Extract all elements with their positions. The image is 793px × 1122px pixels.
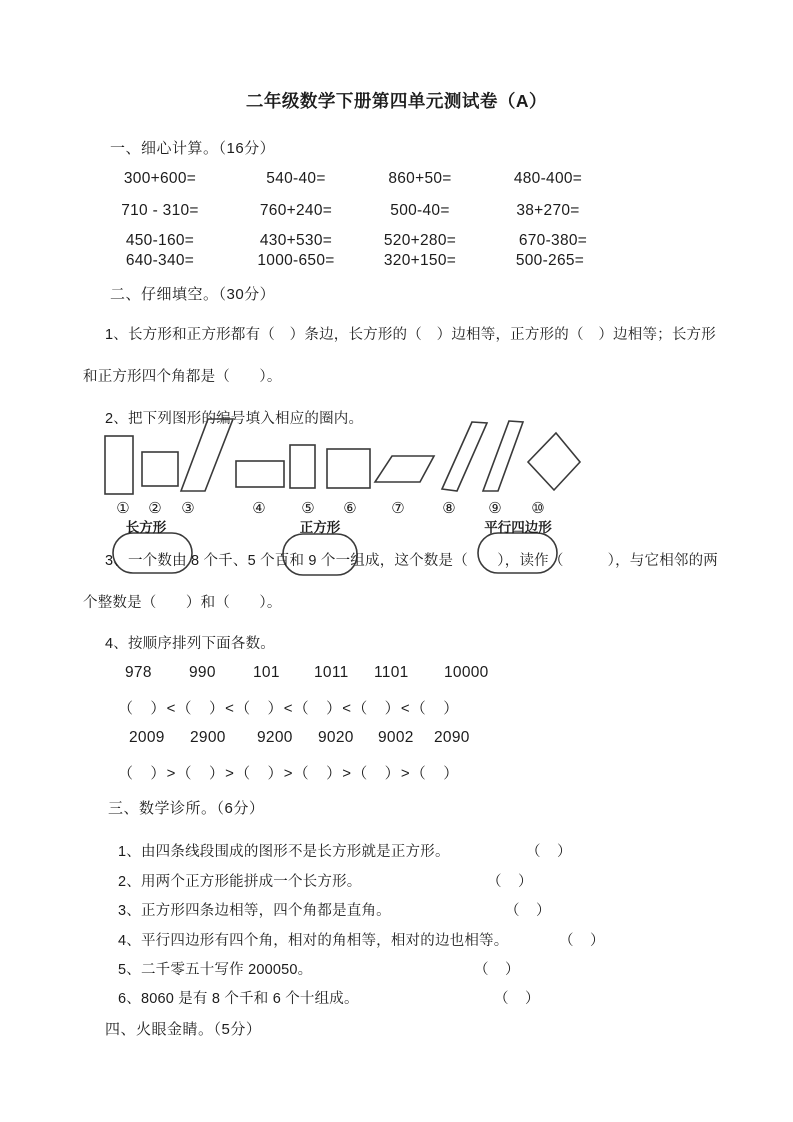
shape-label-6: ⑥ [343,500,357,517]
shape-6-square [327,449,370,488]
order1-number: 101 [253,664,280,681]
calc-cell: 860+50= [388,170,452,187]
section-eyes-header: 四、火眼金睛。（5分） [105,1021,262,1038]
order1-number: 990 [189,664,216,681]
calc-cell: 430+530= [259,232,333,249]
section-clinic-header: 三、数学诊所。（6分） [108,800,265,817]
fill-q2: 2、把下列图形的编号填入相应的圈内。 [105,411,364,427]
calc-cell: 300+600= [123,170,197,187]
shape-4-wide-rectangle [236,461,284,487]
section-fill-header: 二、仔细填空。（30分） [110,286,276,303]
calc-cell: 520+280= [383,232,457,249]
shape-label-1: ① [116,500,130,517]
calc-cell: 670-380= [518,232,588,249]
shape-label-4: ④ [252,500,266,517]
section-calc-header: 一、细心计算。（16分） [110,140,276,157]
clinic-item-answer: （ ） [559,933,606,949]
clinic-item-text: 3、正方形四条边相等，四个角都是直角。 [118,903,391,919]
order1-number: 10000 [444,664,489,681]
clinic-item-text: 1、由四条线段围成的图形不是长方形就是正方形。 [118,844,450,860]
calc-cell: 710 - 310= [121,202,199,219]
paper-title: 二年级数学下册第四单元测试卷（A） [245,91,548,111]
shape-5-tall-rectangle [290,445,315,488]
calc-cell: 38+270= [516,202,580,219]
order1-number: 1011 [314,664,349,681]
order2-number: 9200 [257,729,293,746]
calc-cell: 640-340= [125,252,195,269]
fill-q3-line1: 3、一个数由 8 个千、5 个百和 9 个一组成，这个数是（ ），读作（ ），与它相邻的两 [105,553,718,569]
order2-number: 2900 [190,729,226,746]
shape-label-7: ⑦ [391,500,405,517]
calc-cell: 320+150= [383,252,457,269]
bucket-label-rectangle: 长方形 [125,520,167,535]
clinic-item-answer: （ ） [505,903,552,919]
clinic-item-answer: （ ） [494,991,541,1007]
calc-cell: 1000-650= [257,252,335,269]
bucket-label-square: 正方形 [299,520,341,535]
clinic-item-answer: （ ） [474,962,521,978]
calc-cell: 500-40= [390,202,450,219]
shape-label-8: ⑧ [442,500,456,517]
order1-compare-row: （ ）<（ ）<（ ）<（ ）<（ ）<（ ） [118,700,460,717]
shape-label-10: ⑩ [531,500,545,517]
order2-number: 2009 [129,729,165,746]
shape-label-2: ② [148,500,162,517]
shape-label-3: ③ [181,500,195,517]
shape-10-diamond [528,433,580,490]
shape-3-parallelogram [181,419,233,491]
shape-9-slanted-parallelogram [483,421,523,491]
clinic-item-text: 6、8060 是有 8 个千和 6 个十组成。 [118,991,359,1007]
calc-cell: 540-40= [266,170,326,187]
order1-number: 1101 [374,664,409,681]
order2-compare-row: （ ）>（ ）>（ ）>（ ）>（ ）>（ ） [118,765,460,782]
calc-cell: 500-265= [515,252,585,269]
clinic-item-text: 2、用两个正方形能拼成一个长方形。 [118,874,362,890]
shape-1-tall-rectangle [105,436,133,494]
order2-number: 9002 [378,729,414,746]
fill-q4: 4、按顺序排列下面各数。 [105,636,275,652]
shape-2-rectangle [142,452,178,486]
calc-cell: 760+240= [259,202,333,219]
calc-cell: 450-160= [125,232,195,249]
order1-number: 978 [125,664,152,681]
clinic-item-text: 4、平行四边形有四个角，相对的角相等，相对的边也相等。 [118,933,509,949]
fill-q1-line1: 1、长方形和正方形都有（ ）条边，长方形的（ ）边相等，正方形的（ ）边相等；长方形 [105,327,716,343]
order2-number: 9020 [318,729,354,746]
shape-8-slanted-parallelogram [442,422,487,491]
clinic-item-text: 5、二千零五十写作 200050。 [118,962,313,978]
fill-q3-line2: 个整数是（ ）和（ ）。 [83,595,282,611]
bucket-label-parallelogram: 平行四边形 [484,520,552,535]
order2-number: 2090 [434,729,470,746]
shape-label-5: ⑤ [301,500,315,517]
calc-cell: 480-400= [513,170,583,187]
clinic-item-answer: （ ） [526,844,573,860]
fill-q1-line2: 和正方形四个角都是（ ）。 [83,369,282,385]
shape-7-flat-parallelogram [375,456,434,482]
shape-label-9: ⑨ [488,500,502,517]
clinic-item-answer: （ ） [487,874,534,890]
